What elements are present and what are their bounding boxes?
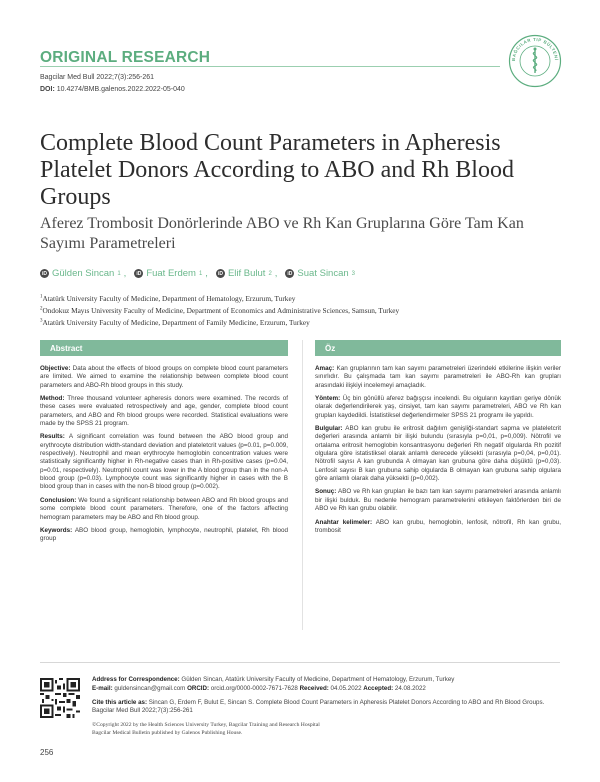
doi-value[interactable]: 10.4274/BMB.galenos.2022.2022-05-040: [56, 86, 185, 93]
sonuc-label: Sonuç:: [315, 488, 337, 496]
keywords-label: Keywords:: [40, 526, 73, 534]
received-label: Received:: [299, 685, 329, 692]
copyright-line-1: ©Copyright 2022 by the Health Sciences University Turkey, Bagcilar Training and Research Hospital: [92, 722, 320, 728]
abstract-objective: [40, 365, 288, 390]
affiliation-text: Atatürk University Faculty of Medicine, Department of Hematology, Erzurum, Turkey: [42, 294, 296, 303]
author-name: Gülden Sincan: [52, 268, 115, 279]
abstract-method: [40, 395, 288, 428]
oz-anahtar: [315, 519, 561, 536]
received-date: 04.05.2022: [330, 685, 362, 692]
amac-text: Kan gruplarının tam kan sayımı parametreleri üzerindeki etkilerine ilişkin veriler sınırlıdır. Bu çalışmada tam kan sayımı parametreleri ile ABO-Rh kan grupları arasındaki ilişkiyi incelemeyi amaçladık.: [315, 365, 561, 389]
abstract-heading: Abstract: [40, 340, 288, 356]
journal-logo-icon: [508, 34, 562, 88]
yontem-text: Üç bin gönüllü aferez bağışçısı incelendi. Bu olguların kayıtları geriye dönük olarak değerlendirilerek yaş, cinsiyet, tam kan sayımı parametreleri, ABO ve Rh kan grupları kaydedildi. İstatistiksel değerlendirmeler SPSS 21 programı ile yapıldı.: [315, 395, 562, 419]
author-separator: ,: [205, 268, 208, 279]
amac-label: Amaç:: [315, 365, 335, 372]
affiliation: [40, 318, 310, 327]
results-text: A significant correlation was found between the ABO blood group and erythrocyte distribution width-standard deviation and plateletcrit values (p=0.01, p=0.009, respectively). Neutrophil and mean erythrocyte hemoglobin concentration values were statistically significantly higher in Rh-negative cases than in Rh-positive cases (p=0.04, p=0.01, respectively). Neutrophil count was lower in the A blood group than in the non-A blood group (p=0.03). Lymphocyte count was significantly higher in cases with the B blood group than in cases with the non-B blood group (p=0.002).: [40, 433, 288, 491]
cite-text: Sincan G, Erdem F, Bulut E, Sincan S. Complete Blood Count Parameters in Apheresis Platelet Donors According to ABO and Rh Blood Groups. Bagcilar Med Bull 2022;7(3):256-261: [92, 699, 545, 714]
correspondence-label: Address for Correspondence:: [92, 676, 180, 683]
column-divider: [302, 340, 303, 630]
author-entry[interactable]: [216, 268, 277, 279]
author-separator: ,: [274, 268, 278, 279]
oz-bulgular: [315, 425, 561, 483]
article-subtitle: Aferez Trombosit Donörlerinde ABO ve Rh Kan Gruplarına Göre Tam Kan Sayımı Parametreleri: [40, 215, 524, 252]
orcid-link[interactable]: orcid.org/0000-0002-7671-7628: [210, 685, 298, 692]
affiliation-number: 1: [40, 294, 43, 300]
qr-code-icon[interactable]: [40, 678, 80, 718]
results-label: Results:: [40, 433, 65, 441]
accepted-label: Accepted:: [363, 685, 394, 692]
contact-line: [92, 685, 562, 693]
page-number: 256: [40, 748, 54, 757]
email-label: E-mail:: [92, 685, 113, 692]
abstract-english: [40, 365, 288, 549]
abstract-turkish: [315, 365, 561, 540]
anahtar-label: Anahtar kelimeler:: [315, 518, 373, 526]
article-title: Complete Blood Count Parameters in Apheresis Platelet Donors According to ABO and Rh Blood Groups: [40, 130, 514, 210]
author-entry[interactable]: [40, 268, 126, 279]
author-affiliation-number: 1: [117, 270, 121, 277]
email-link[interactable]: guldensincan@gmail.com: [114, 685, 186, 692]
correspondence-line: [92, 676, 562, 684]
author-list: [40, 268, 358, 279]
abstract-conclusion: [40, 497, 288, 522]
yontem-label: Yöntem:: [315, 395, 341, 403]
conclusion-label: Conclusion:: [40, 496, 77, 504]
author-entry[interactable]: [134, 268, 208, 279]
method-label: Method:: [40, 395, 65, 403]
keywords-text: ABO blood group, hemoglobin, lymphocyte, neutrophil, platelet, Rh blood group: [40, 526, 288, 543]
orcid-icon[interactable]: iD: [136, 270, 142, 277]
abstract-keywords: [40, 527, 288, 544]
orcid-icon[interactable]: iD: [217, 270, 223, 277]
orcid-icon[interactable]: iD: [42, 270, 47, 277]
author-affiliation-number: 3: [351, 270, 355, 277]
section-label: ORIGINAL RESEARCH: [40, 49, 211, 66]
header-divider: [40, 66, 500, 67]
cite-label: Cite this article as:: [92, 699, 148, 706]
oz-sonuc: [315, 488, 561, 513]
citation-block: [92, 699, 562, 715]
objective-label: Objective:: [40, 365, 71, 372]
copyright-line-2: Bagcilar Medical Bulletin published by Galenos Publishing House.: [92, 730, 243, 736]
anahtar-text: ABO kan grubu, hemoglobin, lenfosit, nötrofil, Rh kan grubu, trombosit: [315, 518, 562, 534]
doi-line: [40, 86, 185, 93]
abstract-results: [40, 433, 288, 491]
author-affiliation-number: 2: [268, 270, 272, 277]
journal-citation-line: Bagcilar Med Bull 2022;7(3):256-261: [40, 74, 155, 81]
oz-yontem: [315, 395, 561, 420]
correspondence-text: Gülden Sincan, Atatürk University Faculty of Medicine, Department of Hematology, Erzurum, Turkey: [181, 676, 455, 683]
author-name: Elif Bulut: [227, 268, 266, 279]
oz-amac: [315, 365, 561, 390]
accepted-date: 24.08.2022: [394, 685, 426, 692]
author-name: Suat Sincan: [297, 268, 349, 279]
bulgular-label: Bulgular:: [315, 425, 343, 433]
sonuc-text: ABO ve Rh kan grupları ile bazı tam kan sayımı parametreleri arasında anlamlı bir ilişki bulduk. Bu nedenle hemogram parametrelerini etkileyen faktörlerden biri de ABO ve Rh kan grubu olabilir.: [315, 488, 561, 513]
doi-label: DOI:: [40, 86, 55, 93]
objective-text: Data about the effects of blood groups on complete blood count parameters are limited. We aimed to examine the relationship between complete blood count parameters and ABO-Rh blood groups in this study.: [40, 365, 288, 389]
author-affiliation-number: 1: [198, 270, 203, 277]
affiliation: [40, 294, 295, 303]
logo-ring-text: BAĞCILAR TIP BÜLTENİ: [510, 36, 560, 62]
method-text: Three thousand volunteer apheresis donors were examined. The records of these cases were evaluated retrospectively and age, gender, complete blood count parameters, and ABO and Rh blood groups were recorded. Statistical evaluations were made by the SPSS 21 program.: [40, 395, 288, 428]
orcid-icon[interactable]: iD: [287, 270, 293, 277]
orcid-label: ORCID:: [187, 685, 210, 692]
bulgular-text: ABO kan grubu ile eritrosit dağılım genişliği-standart sapma ve plateletcrit değerleri arasında anlamlı bir ilişki bulundu (sırasıyla p=0,01, p=0,009). Nötrofil ve ortalama eritrosit hemoglobin konsantrasyonu değerleri Rh negatif olgularda Rh pozitif olgulara göre istatistiksel olarak anlamlı derecede yüksekti (sırasıyla p=0,04, p=0,01). Nötrofil sayısı A kan grubunda A olmayan kan grubuna göre daha düşüktü (p=0,03). Lenfosit sayısı B kan grubuna sahip olgularda B olmayan kan grubuna sahip olgulara göre anlamlı olarak daha yüksekti (p=0,002).: [315, 425, 561, 483]
oz-heading: Öz: [315, 340, 561, 356]
affiliation: [40, 306, 399, 315]
author-separator: ,: [123, 268, 127, 279]
affiliation-number: 2: [40, 306, 43, 312]
conclusion-text: We found a significant relationship between ABO and Rh blood groups and some complete blood count parameters. Therefore, one of the factors affecting hemogram parameters may be ABO and Rh blood group.: [40, 496, 289, 521]
affiliation-text: Atatürk University Faculty of Medicine, Department of Family Medicine, Erzurum, Turkey: [42, 318, 310, 327]
footer-divider: [40, 662, 560, 663]
affiliation-text: Ondokuz Mayıs University Faculty of Medicine, Department of Economics and Administrative Sciences, Samsun, Turkey: [42, 306, 400, 315]
affiliation-number: 3: [40, 318, 43, 324]
author-name: Fuat Erdem: [146, 268, 196, 279]
author-entry[interactable]: [285, 268, 358, 279]
